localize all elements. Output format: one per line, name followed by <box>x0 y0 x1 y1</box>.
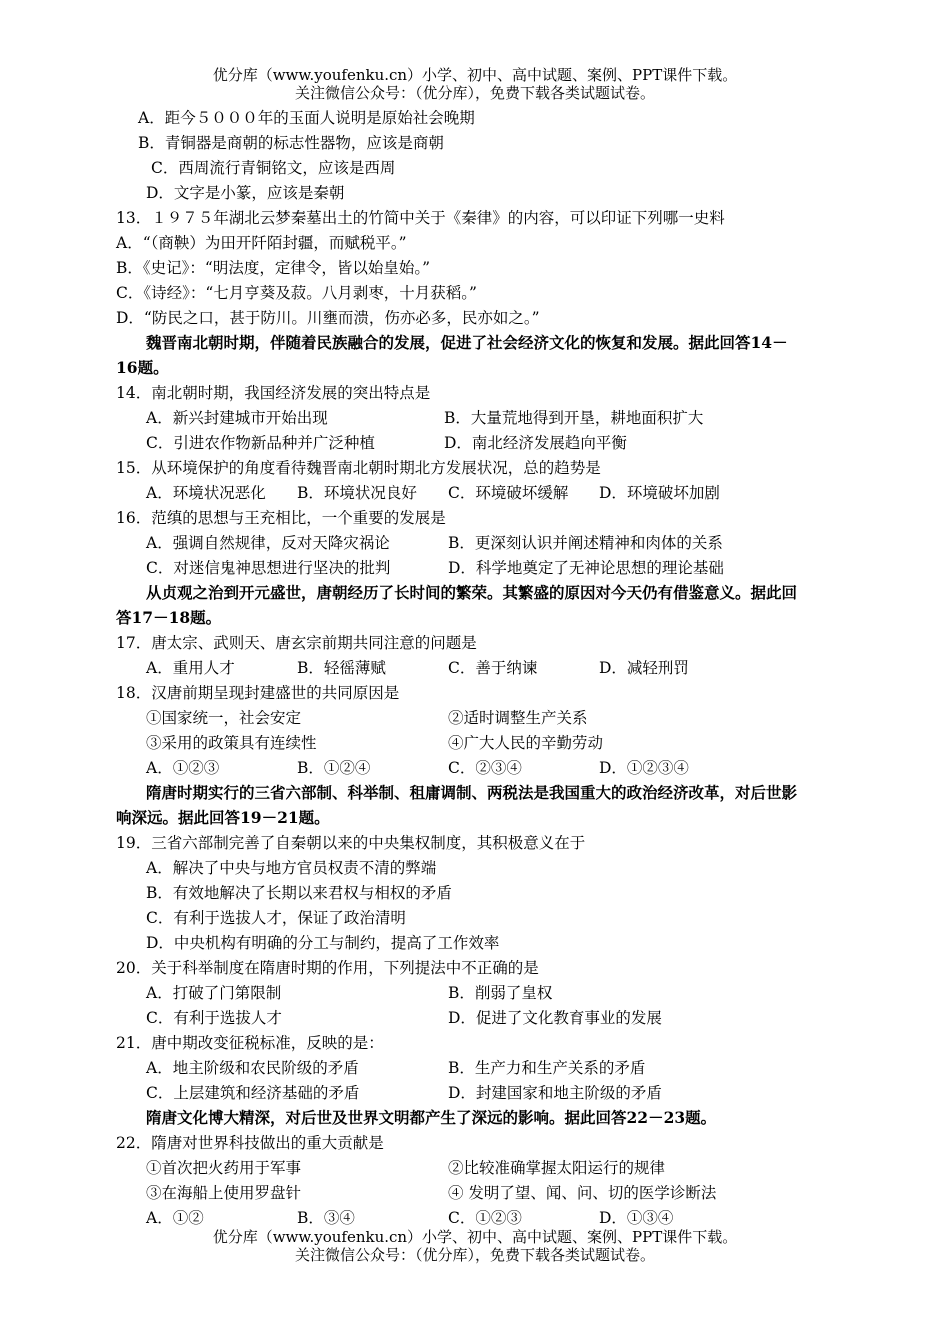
q22-option-c: C．①②③ <box>448 1209 522 1227</box>
q21-option-d: D．封建国家和地主阶级的矛盾 <box>448 1084 662 1102</box>
q12-option-c: C．西周流行青铜铭文，应该是西周 <box>151 159 396 177</box>
section-intro-22-23: 隋唐文化博大精深，对后世及世界文明都产生了深远的影响。据此回答22－23题。 <box>146 1108 717 1127</box>
q20-option-b: B．削弱了皇权 <box>448 984 553 1002</box>
q22-option-b: B．③④ <box>297 1209 355 1227</box>
q13-option-c: C．《诗经》：“七月亨葵及菽。八月剥枣，十月获稻。” <box>116 284 477 302</box>
q12-option-a: A．距今５０００年的玉面人说明是原始社会晚期 <box>138 109 475 127</box>
q15-option-d: D．环境破坏加剧 <box>599 484 720 502</box>
q22-option-a: A．①② <box>146 1209 204 1227</box>
q19-option-a: A．解决了中央与地方官员权责不清的弊端 <box>146 859 437 877</box>
q22-item-3: ③在海船上使用罗盘针 <box>146 1184 302 1202</box>
q13-option-a: A．“（商鞅）为田开阡陌封疆，而赋税平。” <box>116 234 407 252</box>
q18-item-1: ①国家统一，社会安定 <box>146 709 302 727</box>
q20-option-c: C．有利于选拔人才 <box>146 1009 282 1027</box>
page-footer-line-1: 优分库（www.youfenku.cn）小学、初中、高中试题、案例、PPT课件下载。 <box>212 1228 738 1246</box>
q15-option-b: B．环境状况良好 <box>297 484 417 502</box>
q19-option-d: D．中央机构有明确的分工与制约，提高了工作效率 <box>146 934 500 952</box>
page-footer-line-2: 关注微信公众号：（优分库），免费下载各类试题试卷。 <box>294 1246 655 1264</box>
q15-option-a: A．环境状况恶化 <box>146 484 266 502</box>
q19-stem: 19．三省六部制完善了自秦朝以来的中央集权制度，其积极意义在于 <box>116 834 586 852</box>
q20-option-d: D．促进了文化教育事业的发展 <box>448 1009 662 1027</box>
q18-option-d: D．①②③④ <box>599 759 689 777</box>
section-intro-17-18-line-1: 从贞观之治到开元盛世，唐朝经历了长时间的繁荣。其繁盛的原因对今天仍有借鉴意义。据此回 <box>146 583 798 602</box>
q22-item-2: ②比较准确掌握太阳运行的规律 <box>448 1159 666 1177</box>
q17-option-d: D．减轻刑罚 <box>599 659 689 677</box>
q16-option-c: C．对迷信鬼神思想进行坚决的批判 <box>146 559 391 577</box>
q14-option-d: D．南北经济发展趋向平衡 <box>444 434 627 452</box>
q22-item-4: ④ 发明了望、闻、问、切的医学诊断法 <box>448 1184 717 1202</box>
q14-option-b: B．大量荒地得到开垦，耕地面积扩大 <box>444 409 704 427</box>
q18-option-c: C．②③④ <box>448 759 522 777</box>
q14-option-c: C．引进农作物新品种并广泛种植 <box>146 434 375 452</box>
q14-option-a: A．新兴封建城市开始出现 <box>146 409 328 427</box>
q16-option-b: B．更深刻认识并阐述精神和肉体的关系 <box>448 534 723 552</box>
q21-option-b: B．生产力和生产关系的矛盾 <box>448 1059 646 1077</box>
q16-option-a: A．强调自然规律，反对天降灾祸论 <box>146 534 390 552</box>
q16-option-d: D．科学地奠定了无神论思想的理论基础 <box>448 559 724 577</box>
q16-stem: 16．范缜的思想与王充相比，一个重要的发展是 <box>116 509 446 527</box>
section-intro-14-16-line-2: 16题。 <box>116 358 169 377</box>
q22-option-d: D．①③④ <box>599 1209 674 1227</box>
q13-option-d: D．“防民之口，甚于防川。川壅而溃，伤亦必多，民亦如之。” <box>116 309 540 327</box>
q18-option-b: B．①②④ <box>297 759 371 777</box>
q18-option-a: A．①②③ <box>146 759 220 777</box>
q22-stem: 22．隋唐对世界科技做出的重大贡献是 <box>116 1134 384 1152</box>
q19-option-c: C．有利于选拔人才，保证了政治清明 <box>146 909 406 927</box>
q17-option-b: B．轻徭薄赋 <box>297 659 386 677</box>
q20-option-a: A．打破了门第限制 <box>146 984 282 1002</box>
q18-stem: 18．汉唐前期呈现封建盛世的共同原因是 <box>116 684 400 702</box>
q17-option-c: C．善于纳谏 <box>448 659 538 677</box>
q21-option-a: A．地主阶级和农民阶级的矛盾 <box>146 1059 359 1077</box>
section-intro-14-16-line-1: 魏晋南北朝时期，伴随着民族融合的发展，促进了社会经济文化的恢复和发展。据此回答14－ <box>146 333 788 352</box>
q14-stem: 14．南北朝时期，我国经济发展的突出特点是 <box>116 384 431 402</box>
q15-stem: 15．从环境保护的角度看待魏晋南北朝时期北方发展状况，总的趋势是 <box>116 459 601 477</box>
section-intro-19-21-line-2: 响深远。据此回答19－21题。 <box>116 808 330 827</box>
q17-stem: 17．唐太宗、武则天、唐玄宗前期共同注意的问题是 <box>116 634 477 652</box>
q19-option-b: B．有效地解决了长期以来君权与相权的矛盾 <box>146 884 452 902</box>
q12-option-d: D．文字是小篆，应该是秦朝 <box>146 184 345 202</box>
q22-item-1: ①首次把火药用于军事 <box>146 1159 302 1177</box>
q15-option-c: C．环境破坏缓解 <box>448 484 569 502</box>
section-intro-17-18-line-2: 答17－18题。 <box>116 608 222 627</box>
q12-option-b: B．青铜器是商朝的标志性器物，应该是商朝 <box>138 134 444 152</box>
q18-item-2: ②适时调整生产关系 <box>448 709 588 727</box>
q18-item-3: ③采用的政策具有连续性 <box>146 734 317 752</box>
page-header-line-2: 关注微信公众号：（优分库），免费下载各类试题试卷。 <box>294 84 655 102</box>
section-intro-19-21-line-1: 隋唐时期实行的三省六部制、科举制、租庸调制、两税法是我国重大的政治经济改革，对后世影 <box>146 783 798 802</box>
q18-item-4: ④广大人民的辛勤劳动 <box>448 734 604 752</box>
q20-stem: 20．关于科举制度在隋唐时期的作用，下列提法中不正确的是 <box>116 959 539 977</box>
q21-stem: 21．唐中期改变征税标准，反映的是： <box>116 1034 384 1052</box>
q13-option-b: B．《史记》：“明法度，定律令，皆以始皇始。” <box>116 259 430 277</box>
q13-stem: 13．１９７５年湖北云梦秦墓出土的竹简中关于《秦律》的内容，可以印证下列哪一史料 <box>116 209 725 227</box>
q21-option-c: C．上层建筑和经济基础的矛盾 <box>146 1084 360 1102</box>
q17-option-a: A．重用人才 <box>146 659 235 677</box>
page-header-line-1: 优分库（www.youfenku.cn）小学、初中、高中试题、案例、PPT课件下载。 <box>212 66 738 84</box>
